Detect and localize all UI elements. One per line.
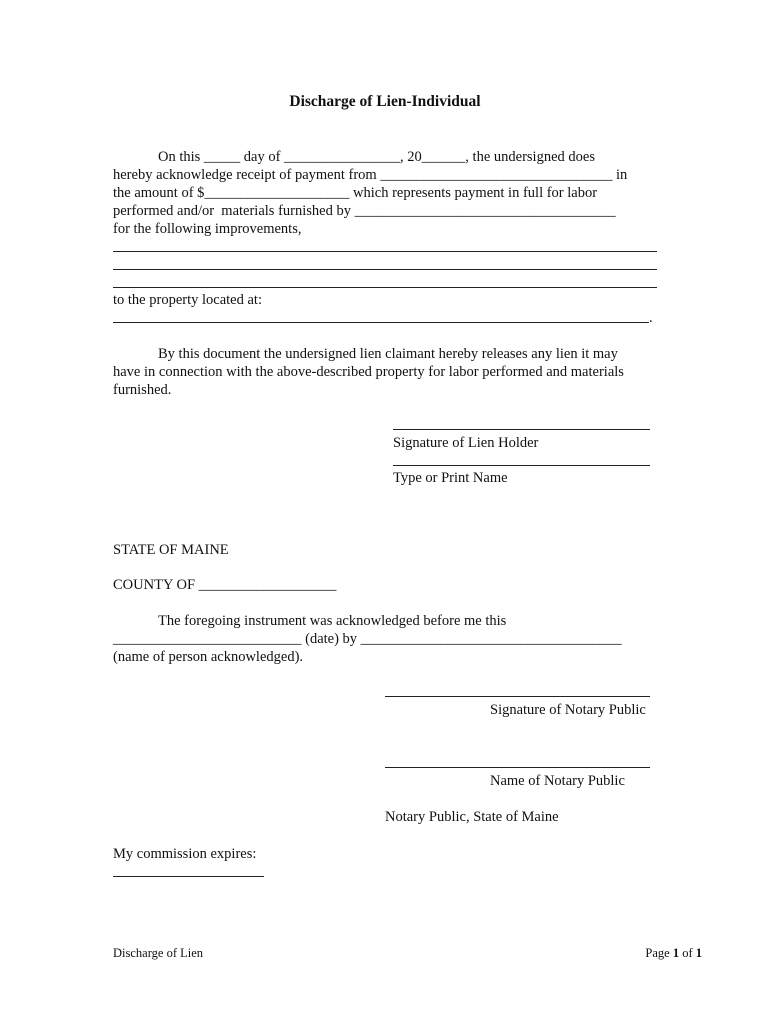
notary-name-label: Name of Notary Public	[490, 773, 625, 789]
improvements-blank-line	[113, 251, 657, 252]
page-prefix: Page	[645, 946, 673, 960]
notary-state-label: Notary Public, State of Maine	[385, 809, 559, 825]
para2-line2: have in connection with the above-described property for labor performed and materials	[113, 364, 624, 380]
page-current: 1	[672, 946, 680, 960]
para1-line2: hereby acknowledge receipt of payment from ________________________________ in	[113, 167, 628, 183]
notary-signature-label: Signature of Notary Public	[490, 702, 646, 718]
commission-label: My commission expires:	[113, 846, 257, 862]
para2-line1: By this document the undersigned lien claimant hereby releases any lien it may	[158, 346, 618, 362]
lien-holder-signature-line	[393, 429, 650, 430]
property-blank-line	[113, 322, 649, 323]
print-name-line	[393, 465, 650, 466]
para1-line4: performed and/or materials furnished by ____________________________________	[113, 203, 616, 219]
notary-name-line	[385, 767, 650, 768]
para1-line5: for the following improvements,	[113, 221, 302, 237]
improvements-blank-line	[113, 269, 657, 270]
ack-line3: (name of person acknowledged).	[113, 649, 304, 665]
page-of: of	[679, 946, 696, 960]
para1-line1: On this _____ day of ________________, 20______, the undersigned does	[158, 149, 595, 165]
property-label: to the property located at:	[113, 292, 262, 308]
print-name-label: Type or Print Name	[393, 470, 508, 486]
state-heading: STATE OF MAINE	[113, 542, 229, 558]
para1-line3: the amount of $____________________ which represents payment in full for labor	[113, 185, 598, 201]
improvements-blank-line	[113, 287, 657, 288]
page-total: 1	[695, 946, 702, 960]
para2-line3: furnished.	[113, 382, 172, 398]
ack-line1: The foregoing instrument was acknowledged before me this	[158, 613, 507, 629]
property-end-period: .	[649, 310, 653, 326]
footer-title: Discharge of Lien	[113, 946, 204, 960]
county-line: COUNTY OF ___________________	[113, 577, 337, 593]
page-number	[645, 945, 702, 961]
notary-signature-line	[385, 696, 650, 697]
lien-holder-signature-label: Signature of Lien Holder	[393, 435, 539, 451]
document-title: Discharge of Lien-Individual	[289, 93, 481, 110]
ack-line2: __________________________ (date) by ____________________________________	[113, 631, 622, 647]
commission-blank-line	[113, 876, 264, 877]
